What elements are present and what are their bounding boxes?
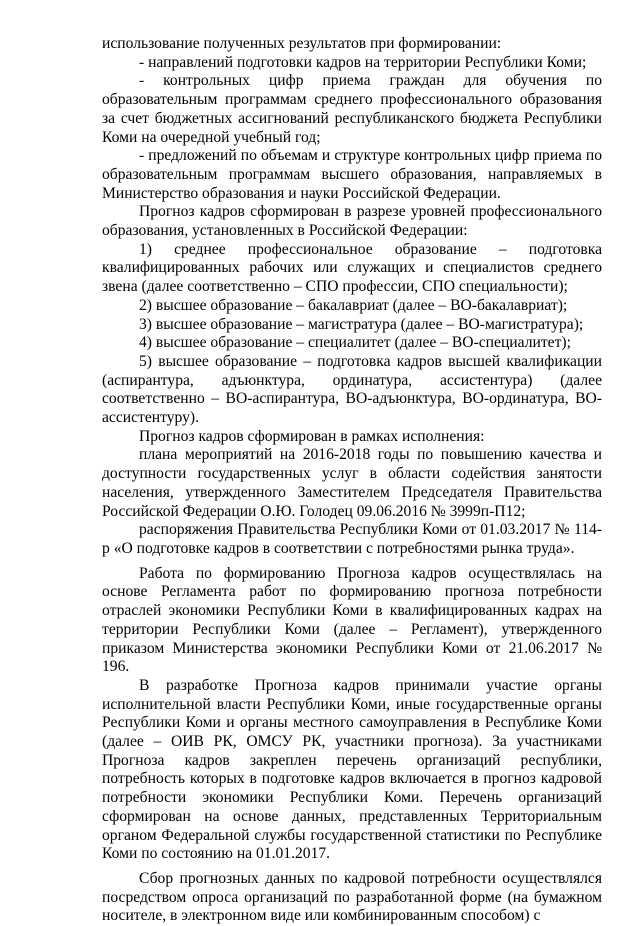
paragraph-intro: использование полученных результатов при формировании: [102, 35, 502, 52]
paragraph-data-collection: Сбор прогнозных данных по кадровой потребности осуществлялся посредством опроса организаций по разработанной форме (на бумажном носителе, в электронном виде или комбинированным способом) с [102, 869, 602, 925]
list-item-level-4: 4) высшее образование – специалитет (далее – ВО-специалитет); [139, 334, 571, 352]
paragraph-participants: В разработке Прогноза кадров принимали участие органы исполнительной власти Республики Коми, иные государственные органы Республики Коми и органы местного самоуправления в Республике Коми (далее – ОИВ РК, ОМСУ РК, участники прогноза). За участниками Прогноза кадров закреплен перечень организаций республики, потребность которых в подготовке кадров включается в прогноз кадровой потребности экономики Республики Коми. Перечень организаций сформирован на основе данных, представленных Территориальным органом Федеральной службы государственной статистики по Республике Коми по состоянию на 01.01.2017. [102, 676, 602, 863]
list-item-government-order: распоряжения Правительства Республики Коми от 01.03.2017 № 114-р «О подготовке кадров в соответствии с потребностями рынка труда». [102, 521, 602, 557]
paragraph-regulation: Работа по формированию Прогноза кадров осуществлялась на основе Регламента работ по формированию прогноза потребности отраслей экономики Республики Коми в квалифицированных кадрах на территории Республики Коми (далее – Регламент), утвержденного приказом Министерства экономики Республики Коми от 21.06.2017 № 196. [102, 564, 602, 676]
paragraph-forecast-levels: Прогноз кадров сформирован в разрезе уровней профессионального образования, установленных в Российской Федерации: [102, 203, 602, 240]
list-item-action-plan: плана мероприятий на 2016-2018 годы по повышению качества и доступности государственных услуг в области содействия занятости населения, утвержденного Заместителем Председателя Правительства Российской Федерации О.Ю. Голодец 09.06.2016 № 3999п-П12; [102, 446, 602, 520]
list-item-level-2: 2) высшее образование – бакалавриат (далее – ВО-бакалавриат); [139, 296, 568, 314]
list-item-proposals-vo: - предложений по объемам и структуре контрольных цифр приема по образовательным программам высшего образования, направляемых в Министерство образования и науки Российской Федерации. [102, 147, 602, 202]
list-item-level-1: 1) среднее профессиональное образование – подготовка квалифицированных рабочих или служащих и специалистов среднего звена (далее соответственно – СПО профессии, СПО специальности); [102, 240, 602, 296]
list-item-level-3: 3) высшее образование – магистратура (далее – ВО-магистратура); [139, 315, 584, 333]
paragraph-execution: Прогноз кадров сформирован в рамках исполнения: [139, 427, 485, 445]
list-item-control-figures-spo: - контрольных цифр приема граждан для обучения по образовательным программам среднего профессионального образования за счет бюджетных ассигнований республиканского бюджета Республики Коми на очередной учебный год; [102, 72, 602, 146]
list-item-directions: - направлений подготовки кадров на территории Республики Коми; [139, 53, 587, 71]
list-item-level-5: 5) высшее образование – подготовка кадров высшей квалификации (аспирантура, адъюнктура, ординатура, ассистентура) (далее соответственно – ВО-аспирантура, ВО-адъюнктура, ВО-ординатура, ВО-ассистентуру). [102, 352, 602, 427]
